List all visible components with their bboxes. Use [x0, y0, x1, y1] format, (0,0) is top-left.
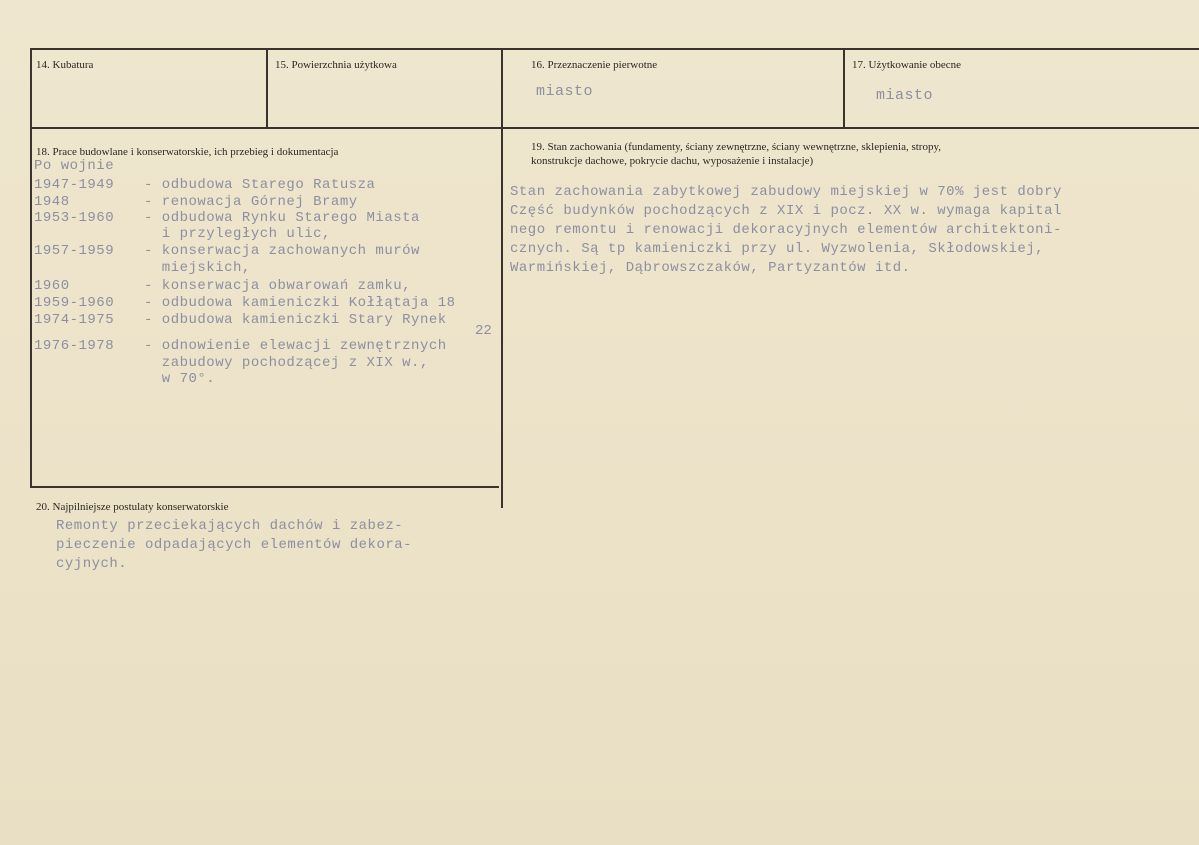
divider-16-17: [843, 48, 845, 128]
entry-text: - odbudowa kamieniczki Kołłątaja 18: [144, 295, 456, 311]
field-14-label: 14. Kubatura: [36, 59, 94, 71]
field-17-label: 17. Użytkowanie obecne: [852, 59, 962, 71]
field-20-label: 20. Najpilniejsze postulaty konserwatorskie: [36, 501, 229, 513]
entry-years: 1948: [34, 194, 70, 210]
entry-years: 1957-1959: [34, 243, 115, 259]
entry-text: - konserwacja zachowanych murów: [144, 243, 420, 259]
entry-years: 1959-1960: [34, 295, 115, 311]
entry-text: - odbudowa kamieniczki Stary Rynek: [144, 312, 447, 328]
left-border: [30, 48, 32, 488]
entry-text: - konserwacja obwarowań zamku,: [144, 278, 412, 294]
entry-text: i przyległych ulic,: [144, 226, 331, 242]
field-19-line: Stan zachowania zabytkowej zabudowy miejskiej w 70% jest dobry: [510, 184, 1062, 200]
field-16-label: 16. Przeznaczenie pierwotne: [531, 59, 658, 71]
field-20-line: Remonty przeciekających dachów i zabez-: [56, 518, 404, 534]
entry-text: - odbudowa Rynku Starego Miasta: [144, 210, 420, 226]
field-18-label: 18. Prace budowlane i konserwatorskie, ich przebieg i dokumentacja: [36, 146, 339, 158]
field-20-line: cyjnych.: [56, 556, 128, 572]
divider-15-16: [501, 48, 503, 508]
entry-years: 1953-1960: [34, 210, 115, 226]
field-19-label-line1: 19. Stan zachowania (fundamenty, ściany zewnętrzne, ściany wewnętrzne, sklepienia, stropy,: [531, 141, 942, 153]
field-18-note-22: 22: [475, 323, 492, 339]
entry-years: 1976-1978: [34, 338, 115, 354]
field-19-label-line2: konstrukcje dachowe, pokrycie dachu, wyposażenie i instalacje): [531, 155, 814, 167]
field-15-label: 15. Powierzchnia użytkowa: [275, 59, 397, 71]
entry-years: 1974-1975: [34, 312, 115, 328]
entry-text: - odnowienie elewacji zewnętrznych: [144, 338, 447, 354]
divider-14-15: [266, 48, 268, 128]
field-20-line: pieczenie odpadających elementów dekora-: [56, 537, 413, 553]
entry-text: miejskich,: [144, 260, 251, 276]
entry-text: zabudowy pochodzącej z XIX w.,: [144, 355, 429, 371]
entry-text: w 70°.: [144, 371, 216, 387]
top-border: [30, 48, 1199, 50]
entry-text: - odbudowa Starego Ratusza: [144, 177, 376, 193]
field-16-value: miasto: [536, 83, 594, 100]
row2-bottom-border: [30, 486, 499, 488]
field-19-line: Część budynków pochodzących z XIX i pocz. XX w. wymaga kapital: [510, 203, 1062, 219]
field-19-line: Warmińskiej, Dąbrowszczaków, Partyzantów itd.: [510, 260, 911, 276]
field-19-line: cznych. Są tp kamieniczki przy ul. Wyzwolenia, Skłodowskiej,: [510, 241, 1045, 257]
field-18-intro: Po wojnie: [34, 158, 115, 174]
field-19-line: nego remontu i renowacji dekoracyjnych elementów architektoni-: [510, 222, 1062, 238]
entry-text: - renowacja Górnej Bramy: [144, 194, 358, 210]
entry-years: 1960: [34, 278, 70, 294]
entry-years: 1947-1949: [34, 177, 115, 193]
field-17-value: miasto: [876, 87, 934, 104]
row1-bottom-border: [30, 127, 1199, 129]
